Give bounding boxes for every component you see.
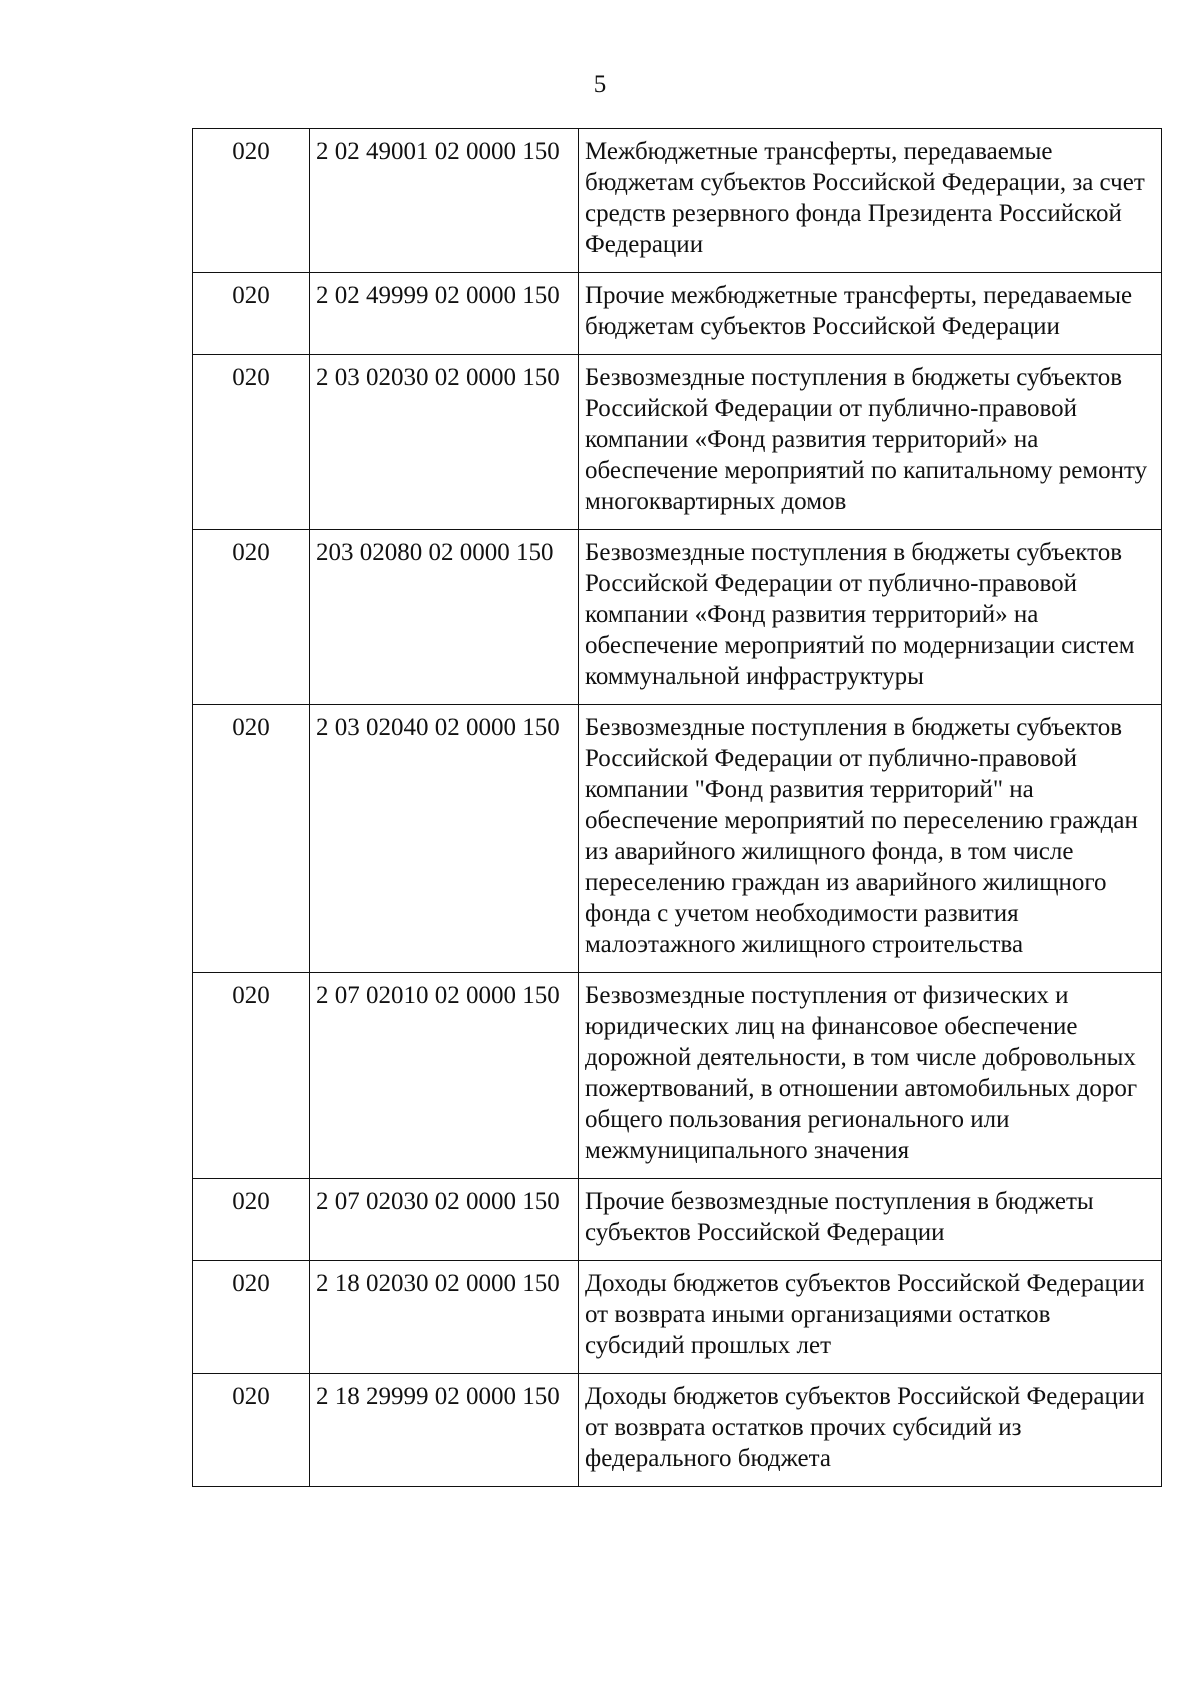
table-row — [193, 1179, 1162, 1261]
income-name-cell — [579, 1374, 1162, 1487]
admin-code-cell: 020 — [193, 973, 310, 1179]
table-row — [193, 1374, 1162, 1487]
table-row — [193, 355, 1162, 530]
admin-code-cell: 020 — [193, 1179, 310, 1261]
admin-code-cell: 020 — [193, 355, 310, 530]
income-name-cell — [579, 1261, 1162, 1374]
budget-code-cell: 2 07 02010 02 0000 150 — [310, 973, 579, 1179]
budget-code-cell: 2 07 02030 02 0000 150 — [310, 1179, 579, 1261]
income-name-text: Прочие безвозмездные поступления в бюджеты субъектов Российской Федерации — [585, 1188, 1094, 1246]
income-name-text: Прочие межбюджетные трансферты, передаваемые бюджетам субъектов Российской Федерации — [585, 282, 1133, 340]
budget-code-cell: 203 02080 02 0000 150 — [310, 530, 579, 705]
income-name-cell — [579, 355, 1162, 530]
income-name-cell — [579, 129, 1162, 273]
table-row — [193, 273, 1162, 355]
admin-code-cell: 020 — [193, 273, 310, 355]
budget-code-cell: 2 18 02030 02 0000 150 — [310, 1261, 579, 1374]
budget-code-cell: 2 18 29999 02 0000 150 — [310, 1374, 579, 1487]
admin-code-cell: 020 — [193, 129, 310, 273]
admin-code-cell: 020 — [193, 1374, 310, 1487]
table-row — [193, 1261, 1162, 1374]
income-name-cell — [579, 1179, 1162, 1261]
page-number: 5 — [593, 71, 607, 98]
income-name-cell — [579, 273, 1162, 355]
income-name-text: Безвозмездные поступления от физических и юридических лиц на финансовое обеспечение дорожной деятельности, в том числе добровольных пожертвований, в отношении автомобильных дорог общего пользования регионального или межмуниципального значения — [585, 982, 1138, 1164]
admin-code-cell: 020 — [193, 530, 310, 705]
income-name-text: Безвозмездные поступления в бюджеты субъектов Российской Федерации от публично-правовой компании «Фонд развития территорий» на обеспечение мероприятий по капитальному ремонту многоквартирных домов — [585, 364, 1148, 515]
income-name-cell — [579, 705, 1162, 973]
budget-code-cell: 2 02 49999 02 0000 150 — [310, 273, 579, 355]
income-name-text: Безвозмездные поступления в бюджеты субъектов Российской Федерации от публично-правовой компании "Фонд развития территорий" на обеспечение мероприятий по переселению граждан из аварийного жилищного фонда, в том числе переселению граждан из аварийного жилищного фонда с учетом необходимости развития малоэтажного жилищного строительства — [585, 714, 1138, 958]
table-row — [193, 129, 1162, 273]
income-name-text: Межбюджетные трансферты, передаваемые бюджетам субъектов Российской Федерации, за счет средств резервного фонда Президента Российской Федерации — [585, 138, 1145, 258]
income-name-cell — [579, 530, 1162, 705]
admin-code-cell: 020 — [193, 1261, 310, 1374]
income-name-text: Доходы бюджетов субъектов Российской Федерации от возврата иными организациями остатков субсидий прошлых лет — [585, 1270, 1145, 1359]
table-row — [193, 973, 1162, 1179]
budget-code-cell: 2 02 49001 02 0000 150 — [310, 129, 579, 273]
admin-code-cell: 020 — [193, 705, 310, 973]
table-row — [193, 705, 1162, 973]
budget-code-cell: 2 03 02030 02 0000 150 — [310, 355, 579, 530]
budget-codes-table — [192, 128, 1162, 1487]
table-body — [193, 129, 1162, 1487]
income-name-text: Доходы бюджетов субъектов Российской Федерации от возврата остатков прочих субсидий из федерального бюджета — [585, 1383, 1145, 1472]
table-row — [193, 530, 1162, 705]
budget-code-cell: 2 03 02040 02 0000 150 — [310, 705, 579, 973]
income-name-cell — [579, 973, 1162, 1179]
income-name-text: Безвозмездные поступления в бюджеты субъектов Российской Федерации от публично-правовой компании «Фонд развития территорий» на обеспечение мероприятий по модернизации систем коммунальной инфраструктуры — [585, 539, 1135, 690]
